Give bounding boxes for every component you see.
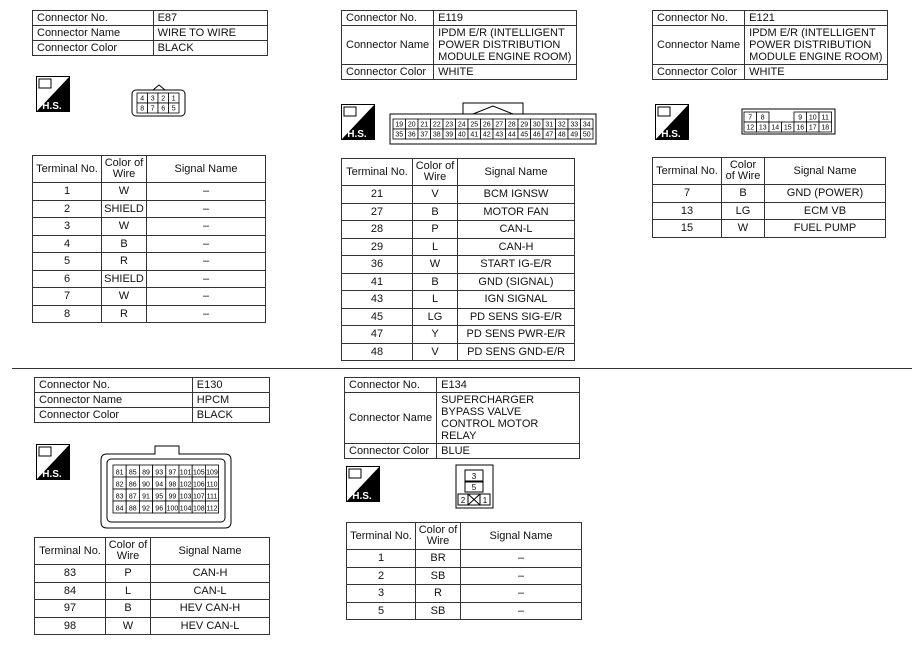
signal-name-cell: BCM IGNSW <box>458 186 575 204</box>
terminal-no-cell: 43 <box>342 291 413 309</box>
terminal-no-cell: 98 <box>35 617 106 635</box>
pin-number: 26 <box>482 121 491 129</box>
pin-number: 22 <box>432 121 441 129</box>
wire-color-cell: B <box>413 203 458 221</box>
pin-number: 94 <box>155 481 164 489</box>
terminal-no-cell: 5 <box>347 602 416 620</box>
pin-number: 38 <box>432 131 441 139</box>
hs-icon <box>346 466 380 502</box>
wire-color-cell: W <box>102 183 147 201</box>
pin-number: 7 <box>748 114 753 122</box>
pin-number: 108 <box>192 505 205 513</box>
table-row <box>342 273 575 291</box>
pin-number: 40 <box>457 131 466 139</box>
wire-color-cell: W <box>722 220 765 238</box>
pin-number: 1 <box>171 95 176 103</box>
signal-name-cell: – <box>147 218 266 236</box>
svg-text:H.S.: H.S. <box>42 469 62 480</box>
pin-number: 27 <box>495 121 504 129</box>
signal-name-cell: – <box>461 550 582 568</box>
pin-number: 109 <box>206 469 218 477</box>
connector-e87-face <box>131 84 187 123</box>
pin-number: 103 <box>179 493 192 501</box>
terminal-no-cell: 48 <box>342 343 413 361</box>
pin-number: 36 <box>407 131 416 139</box>
connector-color-value: BLACK <box>153 41 267 56</box>
signal-name-cell: PD SENS SIG-E/R <box>458 308 575 326</box>
signal-name-cell: – <box>461 585 582 603</box>
pin-number: 82 <box>115 481 124 489</box>
pin-number: 105 <box>192 469 205 477</box>
pin-number: 8 <box>760 114 765 122</box>
pin-number: 50 <box>582 131 591 139</box>
table-row <box>35 565 270 583</box>
pin-number: 46 <box>532 131 541 139</box>
wire-color-cell: L <box>413 291 458 309</box>
table-row <box>35 617 270 635</box>
pin-number: 32 <box>557 121 566 129</box>
signal-name-cell: GND (POWER) <box>765 185 886 203</box>
wire-color-cell: LG <box>722 202 765 220</box>
connector-e121-table: Terminal No. Color of Wire Signal Name 7 B GND (POWER) 13 LG ECM VB 15 W FUEL PUMP <box>652 157 886 238</box>
pin-number: 19 <box>395 121 404 129</box>
pin-number: 24 <box>457 121 466 129</box>
terminal-no-cell: 7 <box>33 288 102 306</box>
wire-color-cell: L <box>413 238 458 256</box>
terminal-no-cell: 6 <box>33 270 102 288</box>
table-row <box>653 202 886 220</box>
pin-number: 16 <box>796 124 805 132</box>
table-row <box>653 185 886 203</box>
connector-e87-info: Connector No. E87 Connector Name WIRE TO WIRE Connector Color BLACK <box>32 10 268 56</box>
connector-e121-info: Connector No. E121 Connector Name IPDM E/R (INTELLIGENT POWER DISTRIBUTION MODULE ENGINE ROOM) Connector Color WHITE <box>652 10 888 80</box>
terminal-no-cell: 3 <box>33 218 102 236</box>
terminal-no-cell: 83 <box>35 565 106 583</box>
pin-number: 101 <box>179 469 192 477</box>
pin-number: 48 <box>557 131 566 139</box>
pin-number: 95 <box>155 493 164 501</box>
pin-number: 39 <box>445 131 454 139</box>
connector-e119-info: Connector No. E119 Connector Name IPDM E/R (INTELLIGENT POWER DISTRIBUTION MODULE ENGINE ROOM) Connector Color WHITE <box>341 10 577 80</box>
pin-number: 104 <box>179 505 192 513</box>
pin-number: 100 <box>166 505 179 513</box>
terminal-no-cell: 8 <box>33 305 102 323</box>
pin-number: 14 <box>771 124 780 132</box>
pin-number: 97 <box>168 469 177 477</box>
svg-text:H.S.: H.S. <box>347 129 367 140</box>
wire-color-cell: V <box>413 343 458 361</box>
svg-text:H.S.: H.S. <box>352 491 372 502</box>
wire-color-cell: SHIELD <box>102 200 147 218</box>
terminal-no-cell: 97 <box>35 600 106 618</box>
svg-text:H.S.: H.S. <box>42 101 62 112</box>
connector-e121-face <box>741 108 837 141</box>
table-row <box>347 602 582 620</box>
pin-number: 98 <box>168 481 177 489</box>
svg-text:H.S.: H.S. <box>661 129 681 140</box>
terminal-no-cell: 2 <box>33 200 102 218</box>
terminal-no-cell: 2 <box>347 567 416 585</box>
svg-text:5: 5 <box>471 483 477 492</box>
pin-number: 9 <box>798 114 803 122</box>
terminal-no-cell: 7 <box>653 185 722 203</box>
table-row <box>347 550 582 568</box>
signal-name-cell: PD SENS PWR-E/R <box>458 326 575 344</box>
pin-number: 3 <box>150 95 155 103</box>
pin-number: 47 <box>545 131 554 139</box>
connector-name-value: WIRE TO WIRE <box>153 26 267 41</box>
pin-number: 35 <box>395 131 404 139</box>
terminal-no-cell: 36 <box>342 256 413 274</box>
table-row <box>342 238 575 256</box>
pin-number: 90 <box>142 481 150 489</box>
pin-number: 30 <box>532 121 541 129</box>
signal-name-cell: MOTOR FAN <box>458 203 575 221</box>
section-divider <box>12 368 912 369</box>
wire-color-cell: SB <box>416 567 461 585</box>
pin-number: 86 <box>128 481 137 489</box>
pin-number: 17 <box>808 124 817 132</box>
table-row <box>33 270 266 288</box>
pin-number: 42 <box>482 131 491 139</box>
pin-number: 8 <box>140 105 145 113</box>
wire-color-cell: W <box>102 218 147 236</box>
pin-number: 20 <box>407 121 416 129</box>
connector-no-value: E87 <box>153 11 267 26</box>
table-row <box>35 582 270 600</box>
pin-number: 5 <box>171 105 176 113</box>
terminal-no-cell: 47 <box>342 326 413 344</box>
pin-number: 13 <box>758 124 767 132</box>
pin-number: 6 <box>161 105 166 113</box>
signal-name-cell: – <box>147 200 266 218</box>
table-row <box>342 326 575 344</box>
pin-number: 43 <box>495 131 504 139</box>
terminal-no-cell: 28 <box>342 221 413 239</box>
wire-color-cell: W <box>106 617 151 635</box>
pin-number: 106 <box>192 481 205 489</box>
wire-color-cell: R <box>102 253 147 271</box>
terminal-no-cell: 13 <box>653 202 722 220</box>
pin-number: 18 <box>821 124 830 132</box>
terminal-no-cell: 21 <box>342 186 413 204</box>
table-row <box>342 203 575 221</box>
pin-number: 15 <box>783 124 792 132</box>
terminal-no-cell: 15 <box>653 220 722 238</box>
terminal-no-cell: 5 <box>33 253 102 271</box>
wire-color-cell: W <box>413 256 458 274</box>
table-row <box>342 343 575 361</box>
table-row <box>33 183 266 201</box>
terminal-no-cell: 1 <box>347 550 416 568</box>
table-row <box>33 305 266 323</box>
pin-number: 83 <box>115 493 124 501</box>
pin-number: 37 <box>420 131 429 139</box>
table-row <box>342 291 575 309</box>
signal-name-cell: PD SENS GND-E/R <box>458 343 575 361</box>
pin-number: 28 <box>507 121 516 129</box>
table-row <box>33 218 266 236</box>
terminal-no-cell: 45 <box>342 308 413 326</box>
signal-name-cell: START IG-E/R <box>458 256 575 274</box>
pin-number: 4 <box>140 95 145 103</box>
wire-color-cell: SB <box>416 602 461 620</box>
wire-color-cell: V <box>413 186 458 204</box>
pin-number: 85 <box>128 469 137 477</box>
pin-number: 12 <box>746 124 755 132</box>
connector-e87-table: Terminal No. Color of Wire Signal Name 1 W – 2 SHIELD – 3 W – 4 B – 5 R – 6 SHIELD – 7 W – 8 R – <box>32 155 266 323</box>
pin-number: 87 <box>128 493 137 501</box>
svg-text:3: 3 <box>471 472 477 481</box>
table-row <box>35 600 270 618</box>
table-row <box>33 288 266 306</box>
signal-name-cell: – <box>147 235 266 253</box>
pin-number: 11 <box>821 114 829 122</box>
signal-name-cell: – <box>147 270 266 288</box>
connector-e119-face <box>389 100 597 151</box>
signal-name-cell: – <box>147 288 266 306</box>
signal-name-cell: – <box>461 602 582 620</box>
signal-name-cell: IGN SIGNAL <box>458 291 575 309</box>
table-row <box>342 308 575 326</box>
wire-color-cell: W <box>102 288 147 306</box>
svg-text:2: 2 <box>460 496 466 505</box>
connector-e134-info: Connector No. E134 Connector Name SUPERCHARGER BYPASS VALVE CONTROL MOTOR RELAY Connector Color BLUE <box>344 377 580 459</box>
connector-e119-table: Terminal No. Color of Wire Signal Name 21 V BCM IGNSW 27 B MOTOR FAN 28 P CAN-L 29 L CAN-H 36 W START IG-E/R 41 B GND (SIGNAL) 43 L IGN SIGNAL 45 LG PD SENS SIG-E/R 47 Y PD SENS PWR-E/R 48 V PD SENS GND-E/R <box>341 158 575 361</box>
wire-color-cell: P <box>413 221 458 239</box>
table-row <box>347 585 582 603</box>
pin-number: 23 <box>445 121 454 129</box>
pin-number: 96 <box>155 505 164 513</box>
pin-number: 33 <box>570 121 579 129</box>
table-row <box>342 256 575 274</box>
pin-number: 31 <box>545 121 554 129</box>
terminal-no-cell: 3 <box>347 585 416 603</box>
table-row <box>342 221 575 239</box>
terminal-no-cell: 27 <box>342 203 413 221</box>
wire-color-cell: B <box>413 273 458 291</box>
hs-icon <box>36 444 70 480</box>
pin-number: 81 <box>115 469 124 477</box>
hs-icon <box>341 104 375 140</box>
pin-number: 49 <box>570 131 579 139</box>
pin-number: 41 <box>470 131 479 139</box>
terminal-no-cell: 29 <box>342 238 413 256</box>
hs-icon <box>655 104 689 140</box>
pin-number: 92 <box>142 505 150 513</box>
table-row <box>33 200 266 218</box>
wire-color-cell: R <box>416 585 461 603</box>
wire-color-cell: B <box>722 185 765 203</box>
signal-name-cell: CAN-L <box>458 221 575 239</box>
pin-number: 110 <box>206 481 218 489</box>
terminal-no-cell: 84 <box>35 582 106 600</box>
wire-color-cell: B <box>106 600 151 618</box>
svg-text:1: 1 <box>482 496 488 505</box>
pin-number: 99 <box>168 493 177 501</box>
connector-e134-table: Terminal No. Color of Wire Signal Name 1 BR – 2 SB – 3 R – 5 SB – <box>346 522 582 620</box>
connector-e130-info: Connector No. E130 Connector Name HPCM Connector Color BLACK <box>34 377 270 423</box>
pin-number: 34 <box>582 121 591 129</box>
pin-number: 29 <box>520 121 529 129</box>
wire-color-cell: P <box>106 565 151 583</box>
wire-color-cell: LG <box>413 308 458 326</box>
signal-name-cell: – <box>147 253 266 271</box>
signal-name-cell: GND (SIGNAL) <box>458 273 575 291</box>
connector-e134-face <box>455 464 495 515</box>
pin-number: 107 <box>192 493 205 501</box>
table-row <box>33 253 266 271</box>
pin-number: 93 <box>155 469 164 477</box>
signal-name-cell: – <box>147 183 266 201</box>
signal-name-cell: ECM VB <box>765 202 886 220</box>
pin-number: 112 <box>206 505 218 513</box>
terminal-no-cell: 4 <box>33 235 102 253</box>
pin-number: 84 <box>115 505 124 513</box>
wire-color-cell: R <box>102 305 147 323</box>
table-row <box>653 220 886 238</box>
pin-number: 7 <box>150 105 155 113</box>
wire-color-cell: B <box>102 235 147 253</box>
signal-name-cell: CAN-H <box>151 565 270 583</box>
pin-number: 2 <box>161 95 166 103</box>
signal-name-cell: FUEL PUMP <box>765 220 886 238</box>
terminal-no-cell: 1 <box>33 183 102 201</box>
signal-name-cell: CAN-H <box>458 238 575 256</box>
pin-number: 88 <box>128 505 137 513</box>
pin-number: 21 <box>420 121 429 129</box>
signal-name-cell: HEV CAN-L <box>151 617 270 635</box>
signal-name-cell: – <box>147 305 266 323</box>
table-row <box>347 567 582 585</box>
pin-number: 44 <box>507 131 516 139</box>
wire-color-cell: BR <box>416 550 461 568</box>
hs-icon <box>36 76 70 112</box>
pin-number: 45 <box>520 131 529 139</box>
pin-number: 91 <box>142 493 150 501</box>
pin-number: 89 <box>142 469 150 477</box>
wire-color-cell: SHIELD <box>102 270 147 288</box>
terminal-no-cell: 41 <box>342 273 413 291</box>
connector-e130-face <box>99 442 233 537</box>
table-row <box>33 235 266 253</box>
pin-number: 10 <box>808 114 817 122</box>
pin-number: 111 <box>206 493 218 501</box>
pin-number: 25 <box>470 121 479 129</box>
signal-name-cell: – <box>461 567 582 585</box>
wire-color-cell: Y <box>413 326 458 344</box>
signal-name-cell: HEV CAN-H <box>151 600 270 618</box>
wire-color-cell: L <box>106 582 151 600</box>
connector-e130-table: Terminal No. Color of Wire Signal Name 83 P CAN-H 84 L CAN-L 97 B HEV CAN-H 98 W HEV CAN-L <box>34 537 270 635</box>
signal-name-cell: CAN-L <box>151 582 270 600</box>
table-row <box>342 186 575 204</box>
pin-number: 102 <box>179 481 192 489</box>
